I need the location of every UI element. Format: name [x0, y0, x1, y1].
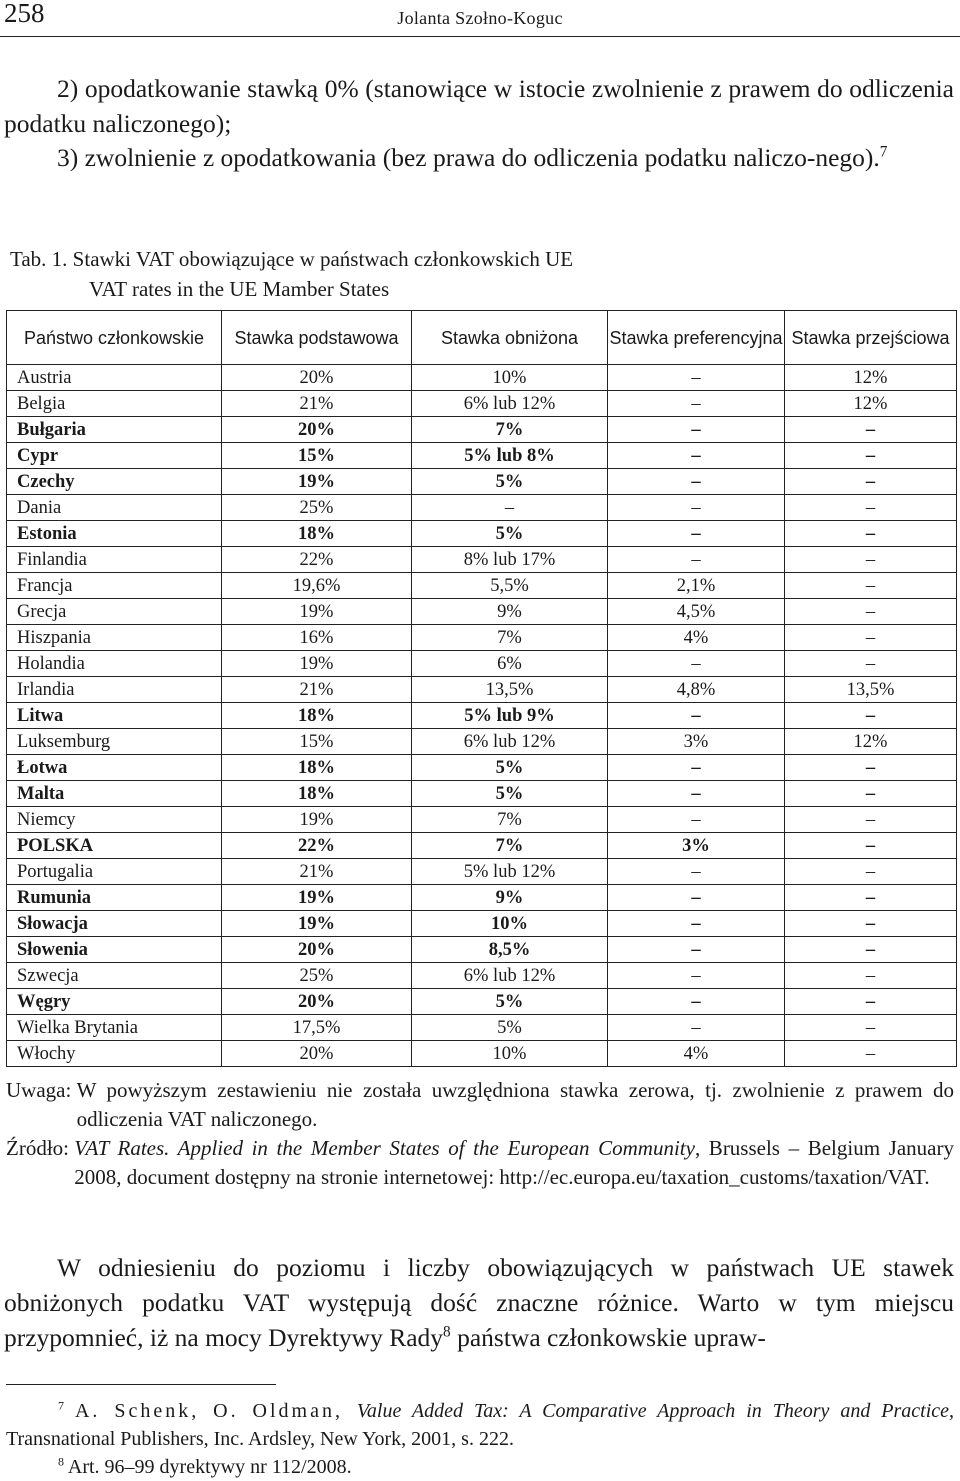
- cell-transitional-rate: –: [785, 859, 957, 885]
- cell-country: Włochy: [7, 1041, 222, 1067]
- header-preferential-rate: Stawka preferencyjna: [608, 311, 785, 365]
- cell-transitional-rate: –: [785, 417, 957, 443]
- cell-reduced-rate: 6% lub 12%: [412, 963, 608, 989]
- cell-basic-rate: 20%: [222, 365, 412, 391]
- list-item-3: [4, 141, 954, 176]
- footnote-separator: [6, 1384, 276, 1385]
- cell-reduced-rate: 5% lub 9%: [412, 703, 608, 729]
- table-row: [7, 755, 957, 781]
- table-row: [7, 521, 957, 547]
- cell-country: Grecja: [7, 599, 222, 625]
- cell-preferential-rate: –: [608, 651, 785, 677]
- cell-transitional-rate: 12%: [785, 365, 957, 391]
- table-row: [7, 781, 957, 807]
- cell-preferential-rate: 4%: [608, 625, 785, 651]
- cell-country: Słowacja: [7, 911, 222, 937]
- cell-preferential-rate: 4%: [608, 1041, 785, 1067]
- cell-transitional-rate: –: [785, 807, 957, 833]
- note-source-label: Źródło:: [6, 1136, 75, 1160]
- footnote-7-authors: A. Schenk, O. Oldman,: [74, 1400, 357, 1422]
- cell-reduced-rate: 6%: [412, 651, 608, 677]
- cell-basic-rate: 19%: [222, 599, 412, 625]
- table-body: [7, 365, 957, 1067]
- table-row: [7, 625, 957, 651]
- cell-preferential-rate: 2,1%: [608, 573, 785, 599]
- cell-country: Słowenia: [7, 937, 222, 963]
- cell-country: Litwa: [7, 703, 222, 729]
- table-row: [7, 1041, 957, 1067]
- list-item-2: 2) opodatkowanie stawką 0% (stanowiące w istocie zwolnienie z prawem do odliczenia podatku naliczonego);: [4, 74, 954, 138]
- table-row: [7, 469, 957, 495]
- cell-reduced-rate: 7%: [412, 833, 608, 859]
- cell-preferential-rate: –: [608, 989, 785, 1015]
- cell-country: Rumunia: [7, 885, 222, 911]
- cell-country: Szwecja: [7, 963, 222, 989]
- cell-transitional-rate: –: [785, 781, 957, 807]
- cell-country: Francja: [7, 573, 222, 599]
- cell-preferential-rate: –: [608, 963, 785, 989]
- cell-country: Wielka Brytania: [7, 1015, 222, 1041]
- cell-preferential-rate: –: [608, 469, 785, 495]
- cell-country: Malta: [7, 781, 222, 807]
- cell-transitional-rate: –: [785, 989, 957, 1015]
- footnote-7-number: 7: [58, 1398, 64, 1413]
- cell-reduced-rate: 8,5%: [412, 937, 608, 963]
- cell-reduced-rate: –: [412, 495, 608, 521]
- cell-reduced-rate: 5%: [412, 521, 608, 547]
- table-notes: [6, 1076, 954, 1192]
- cell-basic-rate: 20%: [222, 417, 412, 443]
- cell-reduced-rate: 5%: [412, 755, 608, 781]
- cell-preferential-rate: –: [608, 859, 785, 885]
- body-paragraph-text: W odniesieniu do poziomu i liczby obowiązujących w państwach UE stawek obniżonych podatku VAT występują dość znaczne różnice. Warto w tym miejscu przypomnieć, iż na mocy Dyrektywy Rady: [4, 1253, 954, 1352]
- cell-preferential-rate: –: [608, 937, 785, 963]
- footnote-8: [6, 1453, 954, 1481]
- cell-transitional-rate: 13,5%: [785, 677, 957, 703]
- cell-country: Łotwa: [7, 755, 222, 781]
- cell-basic-rate: 18%: [222, 755, 412, 781]
- cell-basic-rate: 15%: [222, 729, 412, 755]
- cell-reduced-rate: 5% lub 12%: [412, 859, 608, 885]
- running-header: [0, 0, 960, 37]
- cell-basic-rate: 17,5%: [222, 1015, 412, 1041]
- table-caption-english: VAT rates in the UE Mamber States: [89, 277, 390, 301]
- footnote-ref-7[interactable]: 7: [879, 143, 888, 161]
- table-row: [7, 911, 957, 937]
- list-item-3-text: 3) zwolnienie z opodatkowania (bez prawa do odliczenia podatku naliczo-nego).: [57, 143, 880, 172]
- cell-transitional-rate: –: [785, 495, 957, 521]
- cell-reduced-rate: 13,5%: [412, 677, 608, 703]
- body-paragraph-continuation: państwa członkowskie upraw-: [450, 1323, 766, 1352]
- cell-preferential-rate: –: [608, 495, 785, 521]
- cell-transitional-rate: –: [785, 833, 957, 859]
- table-row: [7, 729, 957, 755]
- cell-basic-rate: 25%: [222, 963, 412, 989]
- note-uwaga: [6, 1076, 954, 1134]
- cell-reduced-rate: 5% lub 8%: [412, 443, 608, 469]
- cell-transitional-rate: –: [785, 547, 957, 573]
- table-row: [7, 417, 957, 443]
- table-row: [7, 651, 957, 677]
- cell-country: Estonia: [7, 521, 222, 547]
- cell-basic-rate: 20%: [222, 1041, 412, 1067]
- cell-basic-rate: 19%: [222, 651, 412, 677]
- table-row: [7, 859, 957, 885]
- cell-preferential-rate: –: [608, 1015, 785, 1041]
- cell-preferential-rate: –: [608, 443, 785, 469]
- cell-basic-rate: 18%: [222, 521, 412, 547]
- cell-preferential-rate: –: [608, 885, 785, 911]
- note-source: [6, 1134, 954, 1192]
- cell-transitional-rate: –: [785, 755, 957, 781]
- source-title: VAT Rates. Applied in the Member States of the European Community: [74, 1136, 695, 1160]
- cell-reduced-rate: 5%: [412, 781, 608, 807]
- header-reduced-rate: Stawka obniżona: [412, 311, 608, 365]
- cell-preferential-rate: –: [608, 521, 785, 547]
- cell-basic-rate: 15%: [222, 443, 412, 469]
- cell-country: Węgry: [7, 989, 222, 1015]
- cell-reduced-rate: 5%: [412, 989, 608, 1015]
- cell-transitional-rate: 12%: [785, 729, 957, 755]
- cell-reduced-rate: 10%: [412, 1041, 608, 1067]
- cell-transitional-rate: –: [785, 885, 957, 911]
- intro-list: [4, 72, 954, 176]
- cell-reduced-rate: 6% lub 12%: [412, 391, 608, 417]
- cell-reduced-rate: 5,5%: [412, 573, 608, 599]
- table-caption-polish: Tab. 1. Stawki VAT obowiązujące w państwach członkowskich UE: [10, 247, 574, 271]
- cell-country: Irlandia: [7, 677, 222, 703]
- table-row: [7, 963, 957, 989]
- cell-basic-rate: 19,6%: [222, 573, 412, 599]
- cell-preferential-rate: –: [608, 911, 785, 937]
- table-row: [7, 703, 957, 729]
- footnote-8-text: Art. 96–99 dyrektywy nr 112/2008.: [64, 1456, 352, 1478]
- table-header-row: [7, 311, 957, 365]
- cell-reduced-rate: 8% lub 17%: [412, 547, 608, 573]
- cell-transitional-rate: –: [785, 469, 957, 495]
- cell-basic-rate: 21%: [222, 859, 412, 885]
- cell-transitional-rate: –: [785, 625, 957, 651]
- cell-transitional-rate: –: [785, 963, 957, 989]
- cell-basic-rate: 18%: [222, 781, 412, 807]
- cell-reduced-rate: 10%: [412, 911, 608, 937]
- cell-country: Niemcy: [7, 807, 222, 833]
- cell-reduced-rate: 5%: [412, 1015, 608, 1041]
- cell-basic-rate: 16%: [222, 625, 412, 651]
- table-row: [7, 365, 957, 391]
- cell-country: Dania: [7, 495, 222, 521]
- note-uwaga-text: W powyższym zestawieniu nie została uwzględniona stawka zerowa, tj. zwolnienie z prawem do odliczenia VAT naliczonego.: [76, 1078, 954, 1131]
- cell-country: Belgia: [7, 391, 222, 417]
- cell-country: Luksemburg: [7, 729, 222, 755]
- table-row: [7, 547, 957, 573]
- cell-transitional-rate: –: [785, 1041, 957, 1067]
- note-uwaga-label: Uwaga:: [6, 1078, 77, 1102]
- footnote-7: [6, 1397, 954, 1453]
- cell-transitional-rate: 12%: [785, 391, 957, 417]
- cell-country: Czechy: [7, 469, 222, 495]
- cell-preferential-rate: –: [608, 417, 785, 443]
- cell-reduced-rate: 5%: [412, 469, 608, 495]
- cell-preferential-rate: 4,5%: [608, 599, 785, 625]
- table-row: [7, 573, 957, 599]
- footnotes: [6, 1397, 954, 1481]
- cell-country: POLSKA: [7, 833, 222, 859]
- footnote-ref-8[interactable]: 8: [443, 1323, 451, 1341]
- cell-basic-rate: 20%: [222, 937, 412, 963]
- table-row: [7, 443, 957, 469]
- cell-preferential-rate: 3%: [608, 729, 785, 755]
- cell-basic-rate: 19%: [222, 885, 412, 911]
- page-number: 258: [4, 0, 45, 28]
- cell-country: Austria: [7, 365, 222, 391]
- cell-basic-rate: 21%: [222, 677, 412, 703]
- cell-basic-rate: 20%: [222, 989, 412, 1015]
- table-row: [7, 937, 957, 963]
- cell-basic-rate: 19%: [222, 911, 412, 937]
- cell-transitional-rate: –: [785, 1015, 957, 1041]
- note-source-text: [74, 1134, 954, 1192]
- cell-country: Finlandia: [7, 547, 222, 573]
- table-row: [7, 495, 957, 521]
- table-row: [7, 807, 957, 833]
- cell-transitional-rate: –: [785, 573, 957, 599]
- footnote-7-title: Value Added Tax: A Comparative Approach in Theory and Practice,: [356, 1400, 955, 1422]
- cell-basic-rate: 22%: [222, 833, 412, 859]
- cell-preferential-rate: –: [608, 781, 785, 807]
- cell-transitional-rate: –: [785, 651, 957, 677]
- cell-reduced-rate: 9%: [412, 885, 608, 911]
- cell-transitional-rate: –: [785, 703, 957, 729]
- cell-preferential-rate: 3%: [608, 833, 785, 859]
- header-basic-rate: Stawka podstawowa: [222, 311, 412, 365]
- cell-basic-rate: 18%: [222, 703, 412, 729]
- cell-basic-rate: 22%: [222, 547, 412, 573]
- cell-transitional-rate: –: [785, 443, 957, 469]
- vat-rates-table: [6, 310, 957, 1067]
- footnote-7-publisher: Transnational Publishers, Inc. Ardsley, New York, 2001, s. 222.: [6, 1428, 514, 1450]
- header-country: Państwo członkowskie: [7, 311, 222, 365]
- cell-country: Portugalia: [7, 859, 222, 885]
- cell-basic-rate: 25%: [222, 495, 412, 521]
- table-row: [7, 599, 957, 625]
- cell-reduced-rate: 7%: [412, 807, 608, 833]
- cell-transitional-rate: –: [785, 599, 957, 625]
- cell-preferential-rate: –: [608, 547, 785, 573]
- header-transitional-rate: Stawka przejściowa: [785, 311, 957, 365]
- cell-country: Bułgaria: [7, 417, 222, 443]
- table-row: [7, 391, 957, 417]
- cell-reduced-rate: 7%: [412, 625, 608, 651]
- cell-basic-rate: 21%: [222, 391, 412, 417]
- cell-preferential-rate: –: [608, 391, 785, 417]
- table-row: [7, 885, 957, 911]
- body-paragraph: [4, 1250, 954, 1355]
- cell-preferential-rate: –: [608, 703, 785, 729]
- cell-preferential-rate: –: [608, 365, 785, 391]
- cell-reduced-rate: 6% lub 12%: [412, 729, 608, 755]
- cell-basic-rate: 19%: [222, 807, 412, 833]
- cell-preferential-rate: –: [608, 755, 785, 781]
- table-caption: [10, 244, 573, 304]
- table-row: [7, 989, 957, 1015]
- source-details: , Brussels – Belgium January 2008, document dostępny na stronie internetowej: http://ec.europa.eu/taxation_customs/taxation/VAT.: [74, 1136, 954, 1189]
- cell-reduced-rate: 10%: [412, 365, 608, 391]
- cell-preferential-rate: 4,8%: [608, 677, 785, 703]
- cell-country: Holandia: [7, 651, 222, 677]
- cell-transitional-rate: –: [785, 911, 957, 937]
- cell-reduced-rate: 9%: [412, 599, 608, 625]
- running-head-author: Jolanta Szołno-Koguc: [397, 8, 563, 28]
- cell-preferential-rate: –: [608, 807, 785, 833]
- cell-transitional-rate: –: [785, 521, 957, 547]
- cell-country: Hiszpania: [7, 625, 222, 651]
- cell-transitional-rate: –: [785, 937, 957, 963]
- cell-reduced-rate: 7%: [412, 417, 608, 443]
- table-row: [7, 833, 957, 859]
- cell-country: Cypr: [7, 443, 222, 469]
- table-row: [7, 677, 957, 703]
- table-row: [7, 1015, 957, 1041]
- footnote-8-number: 8: [58, 1454, 64, 1469]
- cell-basic-rate: 19%: [222, 469, 412, 495]
